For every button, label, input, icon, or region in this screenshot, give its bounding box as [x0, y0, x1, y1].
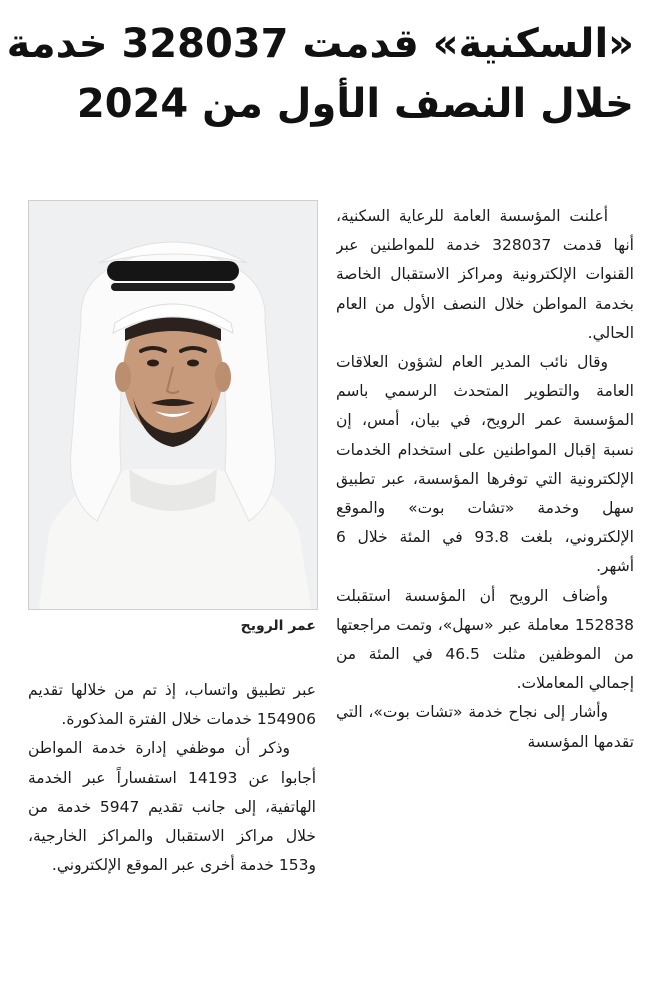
headline-line-2: خلال النصف الأول من 2024 [76, 81, 634, 127]
article-column-left [28, 676, 316, 992]
portrait-illustration [29, 201, 317, 609]
photo-caption: عمر الرويح [240, 618, 316, 634]
paragraph: وقال نائب المدير العام لشؤون العلاقات العامة والتطوير المتحدث الرسمي باسم المؤسسة عمر الرويح، في بيان، أمس، إن نسبة إقبال المواطنين على استخدام الخدمات الإلكترونية التي توفرها المؤسسة، عبر تطبيق سهل وخدمة «تشات بوت» والموقع الإلكتروني، بلغت 93.8 في المئة خلال 6 أشهر. [336, 353, 634, 576]
portrait-photo [28, 200, 318, 610]
article-column-right [336, 202, 634, 992]
paragraph: وأضاف الرويح أن المؤسسة استقبلت 152838 معاملة عبر «سهل»، وتمت مراجعتها من الموظفين مثلت 46.5 في المئة من إجمالي المعاملات. [336, 586, 634, 693]
headline-line-1: «السكنية» قدمت 328037 خدمة [6, 21, 634, 67]
paragraph: وذكر أن موظفي إدارة خدمة المواطن أجابوا عن 14193 استفساراً عبر الخدمة الهاتفية، إلى جانب تقديم 5947 خدمة من خلال مراكز الاستقبال والمراكز الخارجية، و153 خدمة أخرى عبر الموقع الإلكتروني. [28, 739, 316, 875]
headline [6, 14, 634, 134]
paragraph: وأشار إلى نجاح خدمة «تشات بوت»، التي تقدمها المؤسسة [336, 703, 634, 751]
paragraph-continued: عبر تطبيق واتساب، إذ تم من خلالها تقديم 154906 خدمات خلال الفترة المذكورة. [28, 681, 316, 729]
paragraph: أعلنت المؤسسة العامة للرعاية السكنية، أنها قدمت 328037 خدمة للمواطنين عبر القنوات الإلكترونية ومراكز الاستقبال الخاصة بخدمة المواطن خلال النصف الأول من العام الحالي. [336, 207, 634, 342]
